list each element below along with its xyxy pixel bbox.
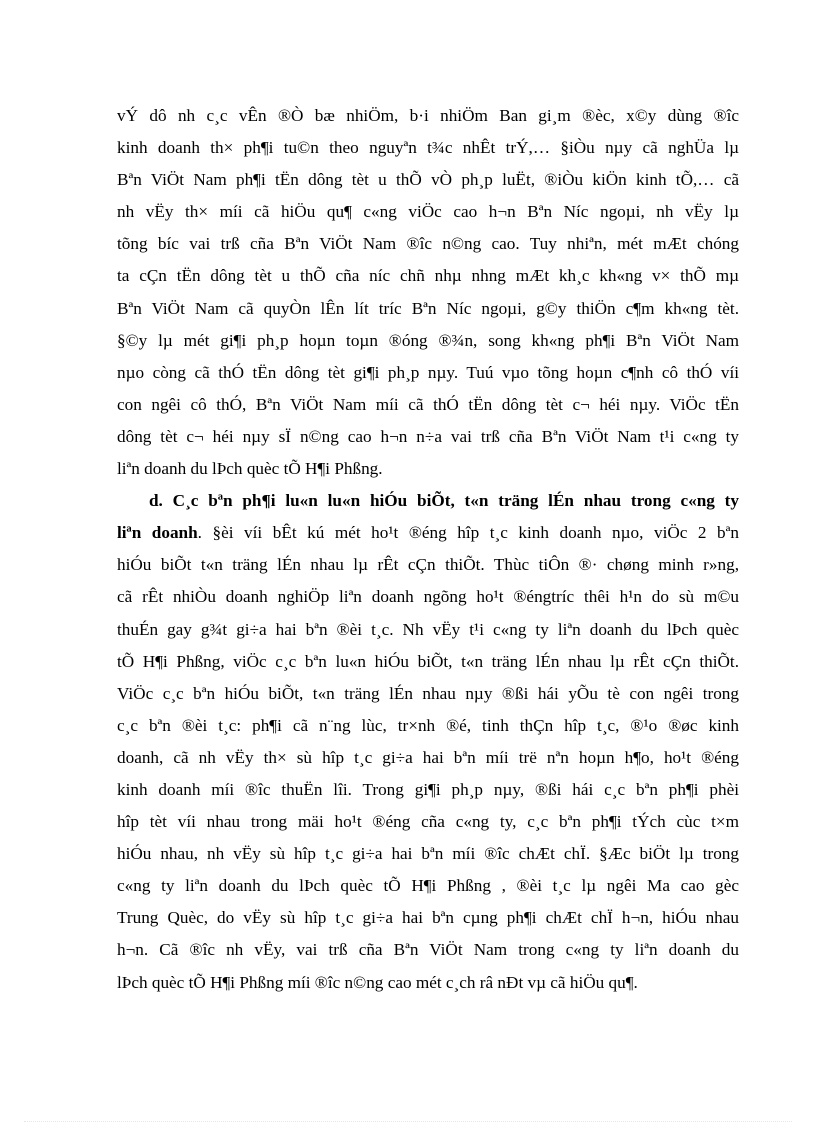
text-line: cã rÊt nhiÒu doanh nghiÖp liªn doanh ngõng ho¹t ®éngtríc thêi h¹n do sù m©u xyxy=(117,587,739,607)
text-line: Bªn ViÖt Nam cã quyÒn lÊn lít tríc Bªn Níc ngoµi, g©y thiÖn c¶m kh«ng tèt. xyxy=(117,298,739,318)
text-line: hiÓu biÕt t«n träng lÉn nhau lµ rÊt cÇn thiÕt. Thùc tiÔn ®· chøng minh r»ng, xyxy=(117,555,739,575)
text-line: Bªn ViÖt Nam ph¶i tËn dông tèt u thÕ vÒ ph¸p luËt, ®iÒu kiÖn kinh tÕ,… cã xyxy=(117,170,739,190)
text-line: h¬n. Cã ®îc nh vËy, vai trß cña Bªn ViÖt Nam trong c«ng ty liªn doanh du xyxy=(117,940,739,960)
text-line: nµo còng cã thÓ tËn dông tèt gi¶i ph¸p nµy. Tuú vµo tõng hoµn c¶nh cô thÓ víi xyxy=(117,362,739,382)
text-line: vÝ dô nh c¸c vÊn ®Ò bæ nhiÖm, b·i nhiÖm Ban gi¸m ®èc, x©y dùng ®îc xyxy=(117,106,739,125)
text-line: lÞch quèc tÕ H¶i Phßng míi ®îc n©ng cao mét c¸ch râ nÐt vµ cã hiÖu qu¶. xyxy=(117,972,638,992)
text-line: ViÖc c¸c bªn hiÓu biÕt, t«n träng lÉn nhau nµy ®ßi hái yÕu tè con ngêi trong xyxy=(117,683,739,703)
text-line: tõng bíc vai trß cña Bªn ViÖt Nam ®îc n©ng cao. Tuy nhiªn, mét mÆt chóng xyxy=(117,234,739,254)
section-heading-d-continued: liªn doanh xyxy=(117,523,198,543)
text-line: tÕ H¶i Phßng, viÖc c¸c bªn lu«n hiÓu biÕt, t«n träng lÉn nhau lµ rÊt cÇn thiÕt. xyxy=(117,651,739,671)
section-heading-d: d. C¸c bªn ph¶i lu«n lu«n hiÓu biÕt, t«n träng lÉn nhau trong c«ng ty xyxy=(149,491,739,511)
text-line: hîp tèt víi nhau trong mäi ho¹t ®éng cña c«ng ty, c¸c bªn ph¶i tÝch cùc t×m xyxy=(117,812,739,832)
text-line: Trung Quèc, do vËy sù hîp t¸c gi÷a hai bªn cµng ph¶i chÆt chÏ h¬n, hiÓu nhau xyxy=(117,908,739,928)
text-line xyxy=(117,485,739,517)
text-line: ta cÇn tËn dông tèt u thÕ cña níc chñ nhµ nhng mÆt kh¸c kh«ng v× thÕ mµ xyxy=(117,266,739,286)
paragraph-1 xyxy=(117,100,739,485)
page-bottom-divider xyxy=(24,1121,792,1122)
text-line: kinh doanh th× ph¶i tu©n theo nguyªn t¾c nhÊt trÝ,… §iÒu nµy cã nghÜa lµ xyxy=(117,138,739,158)
text-line: c¸c bªn ®èi t¸c: ph¶i cã n¨ng lùc, tr×nh ®é, tinh thÇn hîp t¸c, ®¹o ®øc kinh xyxy=(117,715,739,735)
paragraph-2 xyxy=(117,485,739,999)
text-line: thuÉn gay g¾t gi÷a hai bªn ®èi t¸c. Nh vËy t¹i c«ng ty liªn doanh du lÞch quèc xyxy=(117,619,739,639)
text-line: hiÓu nhau, nh vËy sù hîp t¸c gi÷a hai bªn míi ®îc chÆt chÏ. §Æc biÖt lµ trong xyxy=(117,844,739,864)
text-line: c«ng ty liªn doanh du lÞch quèc tÕ H¶i Phßng , ®èi t¸c lµ ngêi Ma cao gèc xyxy=(117,876,739,896)
text-line: dông tèt c¬ héi nµy sÏ n©ng cao h¬n n÷a vai trß cña Bªn ViÖt Nam t¹i c«ng ty xyxy=(117,426,739,446)
text-line: kinh doanh míi ®îc thuËn lîi. Trong gi¶i ph¸p nµy, ®ßi hái c¸c bªn ph¶i phèi xyxy=(117,779,739,799)
text-line: liªn doanh du lÞch quèc tÕ H¶i Phßng. xyxy=(117,459,383,479)
text-line: nh vËy th× míi cã hiÖu qu¶ c«ng viÖc cao h¬n Bªn Níc ngoµi, nh vËy lµ xyxy=(117,202,739,222)
text-line: con ngêi cô thÓ, Bªn ViÖt Nam míi cã thÓ tËn dông tèt c¬ héi nµy. ViÖc tËn xyxy=(117,394,739,414)
document-page xyxy=(117,100,739,999)
text-line: doanh, cã nh vËy th× sù hîp t¸c gi÷a hai bªn míi trë nªn hoµn h¶o, ho¹t ®éng xyxy=(117,747,739,767)
body-text: . §èi víi bÊt kú mét ho¹t ®éng hîp t¸c kinh doanh nµo, viÖc 2 bªn xyxy=(197,523,739,543)
text-line: §©y lµ mét gi¶i ph¸p hoµn toµn ®óng ®¾n, song kh«ng ph¶i Bªn ViÖt Nam xyxy=(117,330,739,350)
text-line xyxy=(117,517,739,549)
